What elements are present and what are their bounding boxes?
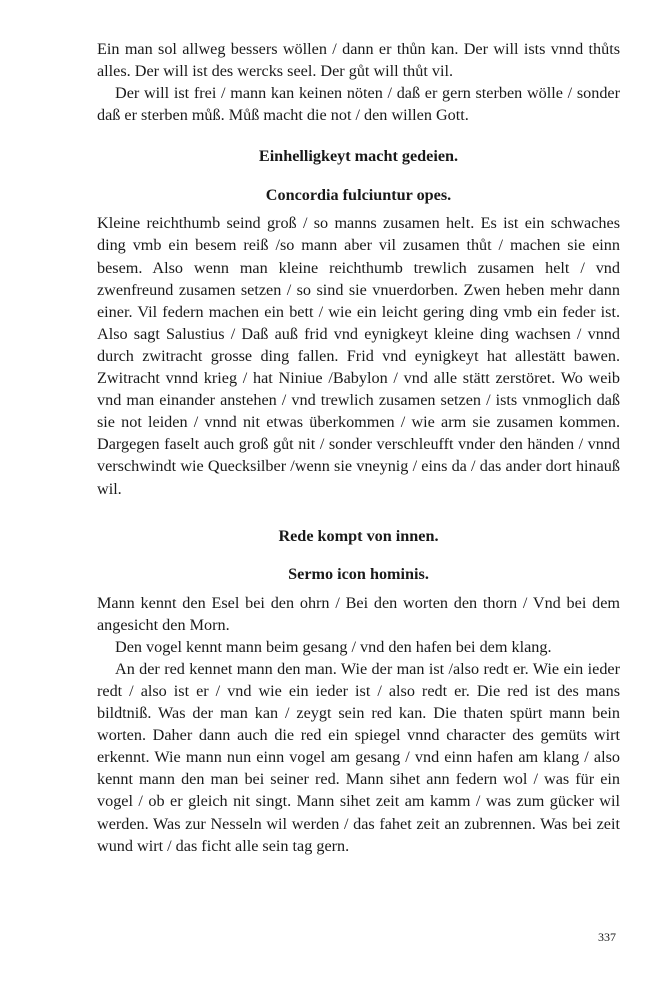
paragraph-vogel: Den vogel kennt mann beim gesang / vnd den hafen bei dem klang. [115,637,552,656]
page-body [97,38,620,857]
page-number: 337 [598,930,616,944]
paragraph-esel: Mann kennt den Esel bei den ohrn / Bei den worten den thorn / Vnd bei dem angesicht den Morn. [97,593,620,634]
section-subtitle-concordia: Concordia fulciuntur opes. [265,186,452,205]
paragraph-red: An der red kennet mann den man. Wie der man ist /also redt er. Wie ein ieder redt / also ist er / vnd wie ein ieder ist / also redt er. Die red ist des mans bildtniß. Was der man kan / zeygt sein red kan. Die thaten spürt mann bein worten. Daher dann auch die red ein spiegel vnnd character des gemüts wirt erkennt. Wie mann nun einn vogel am gesang / vnd einn hafen am klang / also kennt mann den man bei seiner red. Mann sihet ann federn wol / was für ein vogel / ob er gleich nit singt. Mann sihet zeit am kamm / was zum gücker wil werden. Was zur Nesseln wil werden / das fahet zeit an zubrennen. Was bei zeit wund wirt / das ficht alle sein tag gern. [97,659,620,855]
section-title-rede: Rede kompt von innen. [278,526,439,545]
paragraph-concordia: Kleine reichthumb seind groß / so manns zusamen helt. Es ist ein schwaches ding vmb ein besem reiß /so mann aber vil zusamen thůt / machen sie einn besem. Also wenn man kleine reichthumb trewlich zusamen helt / vnd zwenfreund zusamen setzen / so sind sie vnuerdorben. Zwen heben mehr dann einer. Vil federn machen ein bett / wie ein leicht gering ding vmb ein feder ist. Also sagt Salustius / Daß auß frid vnd eynigkeyt kleine ding wachsen / vnnd durch zwitracht grosse ding fallen. Frid vnd eynigkeyt hat allestätt bawen. Zwitracht vnnd krieg / hat Niniue /Babylon / vnd alle stätt zerstöret. Wo weib vnd man einander anstehen / vnd trewlich zusamen setzen / ists vnmoglich daß sie not leiden / vnnd nit etwas überkommen / wie arm sie zusamen kommen. Dargegen faselt auch groß gůt nit / sonder verschleufft vnder den händen / vnnd verschwindt wie Quecksilber /wenn sie vneynig / eins da / das ander dort hinauß wil. [97,214,620,498]
section-subtitle-sermo: Sermo icon hominis. [288,564,429,583]
paragraph-will-2: Der will ist frei / mann kan keinen nöten / daß er gern sterben wölle / sonder daß er sterben můß. Můß macht die not / den willen Gott. [97,84,620,125]
paragraph-will-1: Ein man sol allweg bessers wöllen / dann er thůn kan. Der will ists vnnd thůts alles. Der will ist des wercks seel. Der gůt will thůt vil. [97,40,620,81]
section-title-einhelligkeyt: Einhelligkeyt macht gedeien. [258,147,459,166]
